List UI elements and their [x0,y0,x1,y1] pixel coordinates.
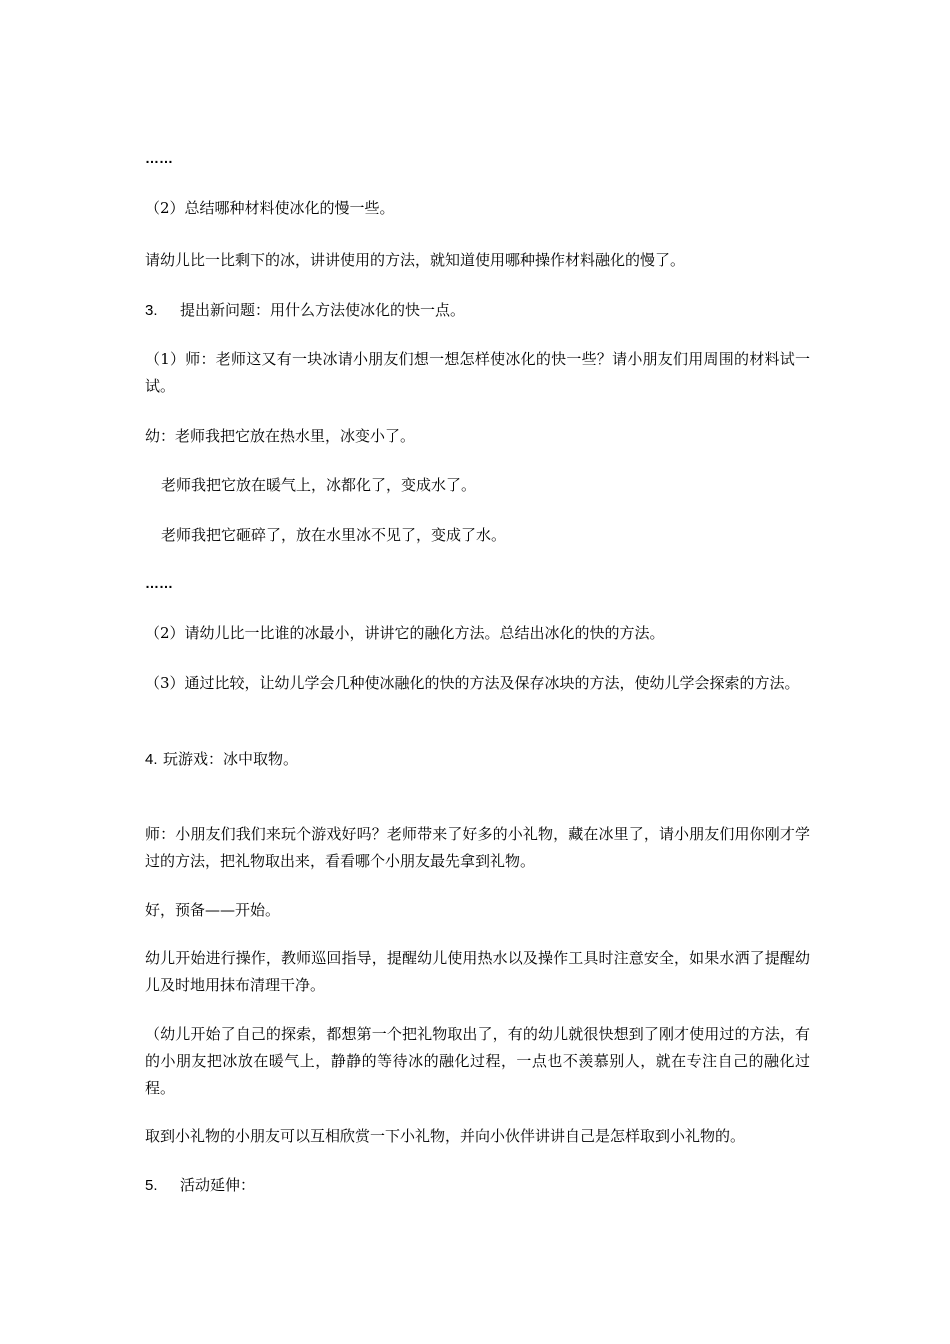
paragraph-game-intro: 师：小朋友们我们来玩个游戏好吗？老师带来了好多的小礼物，藏在冰里了，请小朋友们用你刚才学过的方法，把礼物取出来，看看哪个小朋友最先拿到礼物。 [145,825,810,870]
paragraph-child-answer-2: 老师我把它放在暖气上，冰都化了，变成水了。 [161,476,477,494]
ellipsis-line: …… [145,150,173,166]
paragraph-summary-slow-material: （2）总结哪种材料使冰化的慢一些。 [145,199,395,217]
paragraph-compare-remaining-ice: 请幼儿比一比剩下的冰，讲讲使用的方法，就知道使用哪种操作材料融化的慢了。 [145,251,686,269]
paragraph-child-answer-1: 幼：老师我把它放在热水里，冰变小了。 [145,427,416,445]
section-number: 5. [145,1177,158,1194]
paragraph-compare-smallest-ice: （2）请幼儿比一比谁的冰最小，讲讲它的融化方法。总结出冰化的快的方法。 [145,624,665,642]
section-title: 提出新问题：用什么方法使冰化的快一点。 [180,301,466,319]
paragraph-teacher-question: （1）师：老师这又有一块冰请小朋友们想一想怎样使冰化的快一些？请小朋友们用周围的材料试一试。 [145,350,810,395]
section-4-heading [145,746,810,773]
paragraph-children-explore: （幼儿开始了自己的探索，都想第一个把礼物取出了，有的幼儿就很快想到了刚才使用过的方法，有的小朋友把冰放在暖气上，静静的等待冰的融化过程，一点也不羡慕别人，就在专注自己的融化过程。 [145,1025,810,1097]
paragraph-learn-methods: （3）通过比较，让幼儿学会几种使冰融化的快的方法及保存冰块的方法，使幼儿学会探索的方法。 [145,674,800,692]
section-title: 活动延伸： [180,1176,256,1194]
paragraph-share-gifts: 取到小礼物的小朋友可以互相欣赏一下小礼物，并向小伙伴讲讲自己是怎样取到小礼物的。 [145,1127,746,1145]
section-3-heading [145,297,810,324]
section-number: 4. [145,751,158,768]
paragraph-game-start: 好，预备——开始。 [145,901,281,919]
paragraph-children-operate: 幼儿开始进行操作，教师巡回指导，提醒幼儿使用热水以及操作工具时注意安全，如果水洒了提醒幼儿及时地用抹布清理干净。 [145,949,810,994]
paragraph-child-answer-3: 老师我把它砸碎了，放在水里冰不见了，变成了水。 [161,526,507,544]
section-title: 玩游戏：冰中取物。 [163,750,299,768]
section-5-heading [145,1172,810,1199]
section-number: 3. [145,302,158,319]
ellipsis-line: …… [145,575,173,591]
